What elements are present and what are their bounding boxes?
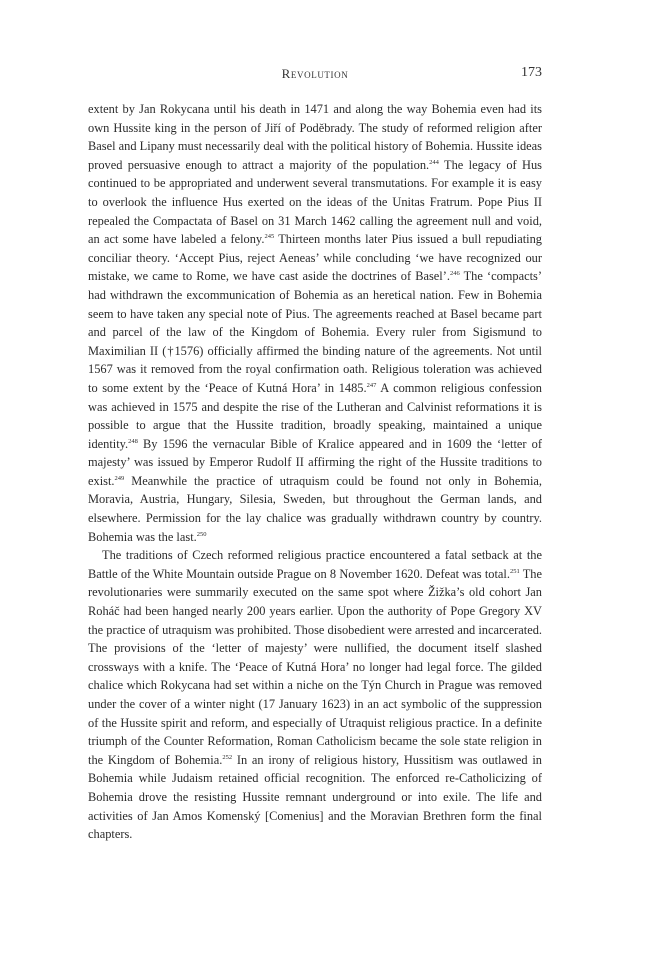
- body-text: [88, 100, 542, 844]
- footnote-marker[interactable]: 249: [114, 474, 125, 482]
- paragraph: [88, 100, 542, 546]
- text-run: By 1596 the vernacular Bible of Kralice appeared and in 1609 the ‘letter of majesty’ was issued by Emperor Rudolf II affirming the right of the Hussite traditions to exist.: [88, 436, 542, 488]
- text-run: The revolutionaries were summarily executed on the same spot where Žižka’s old cohort Jan Roháč had been hanged nearly 200 years earlier. Upon the authority of Pope Gregory XV the practice of utraquism was prohibited. Those disobedient were arrested and incarcerated. The provisions of the ‘letter of majesty’ were nullified, the document itself slashed crossways with a knife. The ‘Peace of Kutná Hora’ no longer had legal force. The gilded chalice which Rokycana had set within a niche on the Týn Church in Prague was removed under the cover of a winter night (17 January 1623) in an act symbolic of the suppression of the Hussite spirit and reform, and especially of Utraquist religious practice. In a definite triumph of the Counter Reformation, Roman Catholicism became the sole state religion in the Kingdom of Bohemia.: [88, 566, 542, 767]
- footnote-marker[interactable]: 244: [429, 158, 439, 166]
- running-title: Revolution: [281, 66, 349, 81]
- footnote-marker[interactable]: 252: [222, 753, 233, 761]
- footnote-marker[interactable]: 245: [264, 233, 275, 241]
- text-run: The legacy of Hus continued to be appropriated and underwent several transmutations. For example it is easy to overlook the influence Hus exerted on the ideas of the Unitas Fratrum. Pope Pius II repealed the Compactata of Basel on 31 March 1462 calling the agreement null and void, an act some have labeled a felony.: [88, 157, 542, 247]
- footnote-marker[interactable]: 246: [449, 270, 460, 278]
- text-run: The traditions of Czech reformed religious practice encountered a fatal setback at the Battle of the White Mountain outside Prague on 8 November 1620. Defeat was total.: [88, 548, 542, 581]
- page-number: 173: [521, 65, 542, 80]
- text-run: Meanwhile the practice of utraquism could be found not only in Bohemia, Moravia, Austria, Hungary, Silesia, Sweden, but throughout the German lands, and elsewhere. Permission for the lay chalice was gradually withdrawn country by country. Bohemia was the last.: [88, 473, 542, 544]
- footnote-marker[interactable]: 251: [509, 567, 520, 575]
- footnote-marker[interactable]: 248: [128, 437, 138, 445]
- text-run: In an irony of religious history, Hussitism was outlawed in Bohemia while Judaism retained official recognition. The enforced re-Catholicizing of Bohemia drove the resisting Hussite remnant underground or into exile. The life and activities of Jan Amos Komenský [Comenius] and the Moravian Brethren form the final chapters.: [88, 752, 542, 842]
- running-head: [88, 66, 542, 86]
- text-run: A common religious confession was achieved in 1575 and despite the rise of the Lutheran and Calvinist reformations it is possible to argue that the Hussite tradition, broadly speaking, maintained a unique identity.: [88, 380, 542, 451]
- footnote-marker[interactable]: 247: [366, 381, 377, 389]
- text-run: Thirteen months later Pius issued a bull repudiating conciliar theory. ‘Accept Pius, reject Aeneas’ while concluding ‘we have recognized our mistake, we came to Rome, we have cast aside the doctrines of Basel’.: [88, 232, 542, 284]
- text-run: The ‘compacts’ had withdrawn the excommunication of Bohemia as an heretical nation. Few in Bohemia seem to have taken any special note of Pius. The agreements reached at Basel became part and parcel of the law of the Kingdom of Bohemia. Every ruler from Sigismund to Maximilian II (†1576) officially affirmed the binding nature of the agreements. Not until 1567 was it removed from the royal confirmation oath. Religious toleration was achieved to some extent by the ‘Peace of Kutná Hora’ in 1485.: [88, 269, 543, 395]
- footnote-marker[interactable]: 250: [196, 530, 207, 538]
- text-run: extent by Jan Rokycana until his death in 1471 and along the way Bohemia even had its own Hussite king in the person of Jiří of Poděbrady. The study of reformed religion after Basel and Lipany must necessarily deal with the political history of Bohemia. Hussite ideas proved persuasive enough to attract a majority of the population.: [88, 102, 542, 172]
- paragraph: [88, 546, 542, 844]
